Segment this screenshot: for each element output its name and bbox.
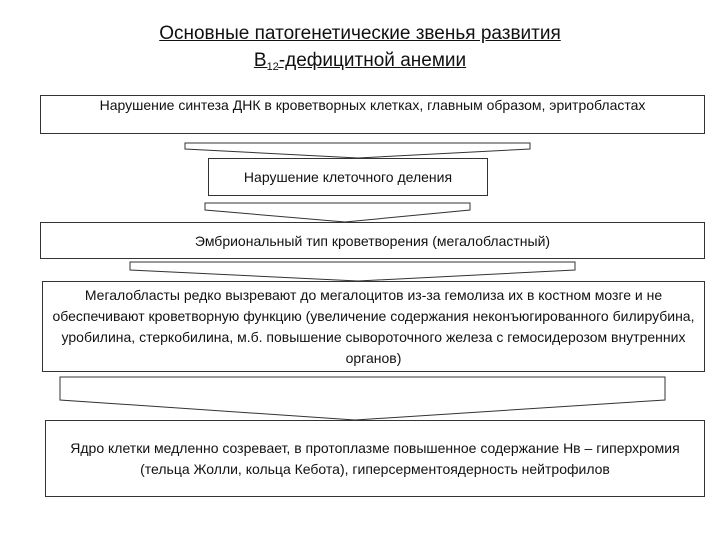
title-line-2: [60, 47, 660, 81]
diagram-title: [60, 20, 660, 81]
box-megaloblasts-text: Мегалобласты редко вызревают до мегалоцитов из-за гемолиза их в костном мозге и не обеспечивают кроветворную функцию (увеличение содержания неконъюгированного билирубина, уробилина, стеркобилина, м.б. повышение сывороточного железа с гемосидерозом внутренних органов): [52, 286, 695, 366]
arrow-2: [205, 203, 470, 222]
title-line-2-subscript: 12: [266, 61, 279, 73]
box-embryonic-hematopoiesis-text: Эмбриональный тип кроветворения (мегалобластный): [194, 232, 551, 249]
box-megaloblasts: [42, 281, 705, 372]
arrow-4: [60, 377, 665, 420]
box-dna-synthesis: [40, 95, 705, 134]
box-nucleus-maturation-text: Ядро клетки медленно созревает, в протоплазме повышенное содержание Нв – гиперхромия (тельца Жолли, кольца Кебота), гиперсерментоядерность нейтрофилов: [70, 439, 680, 477]
box-nucleus-maturation: [45, 420, 705, 497]
box-dna-synthesis-text: Нарушение синтеза ДНК в кроветворных клетках, главным образом, эритробластах: [99, 97, 646, 113]
box-cell-division-text: Нарушение клеточного деления: [243, 169, 453, 185]
arrow-3: [130, 262, 575, 281]
box-cell-division: [208, 158, 488, 196]
title-line-1: Основные патогенетические звенья развития: [159, 23, 561, 44]
box-embryonic-hematopoiesis: [40, 222, 705, 259]
arrow-1: [185, 143, 530, 158]
title-line-2-prefix: В: [253, 50, 267, 71]
title-line-2-suffix: -дефицитной анемии: [278, 50, 467, 71]
